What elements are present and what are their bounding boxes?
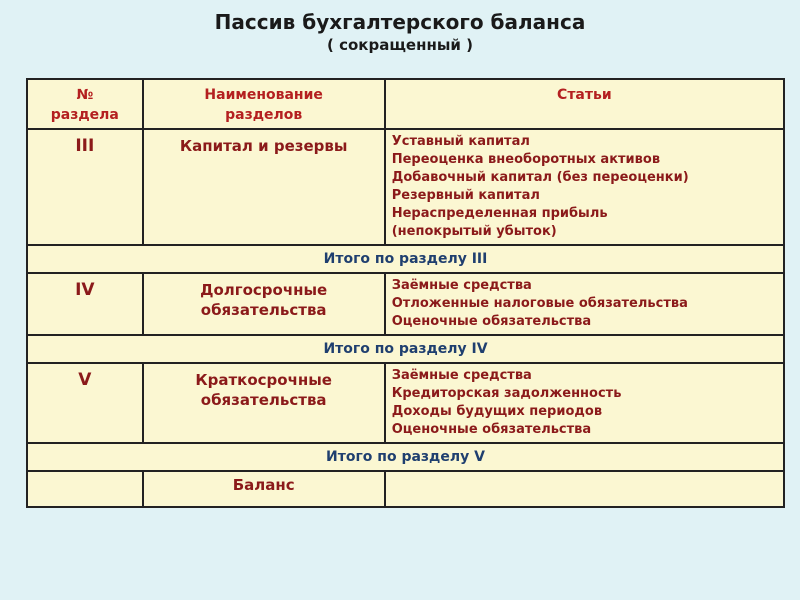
list-item: Заёмные средства [391,278,532,293]
section-total: Итого по разделу IV [27,335,784,363]
list-item: Заёмные средства [391,368,532,383]
section-name-line2: обязательства [200,391,327,409]
list-item: Отложенные налоговые обязательства [391,296,688,311]
section-name-line1: Капитал и резервы [179,137,348,155]
balance-label: Баланс [143,471,385,507]
header-num-line2: раздела [50,107,119,123]
list-item: Оценочные обязательства [391,422,592,437]
total-row-section-4 [27,335,784,363]
header-section-name [143,79,385,129]
balance-items-cell [385,471,784,507]
section-number: III [27,129,143,245]
list-item: Резервный капитал [391,188,540,203]
section-name [143,363,385,443]
list-item: Переоценка внеоборотных активов [391,152,661,167]
header-name-line1: Наименование [204,87,323,103]
table-header-row [27,79,784,129]
header-items-label: Статьи [557,87,612,103]
list-item: Кредиторская задолженность [391,386,622,401]
section-number: IV [27,273,143,335]
section-items [385,363,784,443]
list-item: Добавочный капитал (без переоценки) [391,170,689,185]
page-subtitle: ( сокращенный ) [327,36,473,54]
list-item: Оценочные обязательства [391,314,592,329]
list-item: Нераспределенная прибыль [391,206,608,221]
page-title: Пассив бухгалтерского баланса [214,10,586,34]
total-row-section-3 [27,245,784,273]
section-name-line2: обязательства [200,301,327,319]
table-row-section-4 [27,273,784,335]
section-items [385,129,784,245]
header-section-number [27,79,143,129]
header-name-line2: разделов [225,107,303,123]
total-row-section-5 [27,443,784,471]
section-total: Итого по разделу V [27,443,784,471]
header-num-line1: № [76,87,94,103]
list-item: Доходы будущих периодов [391,404,603,419]
table-row-section-5 [27,363,784,443]
balance-row [27,471,784,507]
list-item: Уставный капитал [391,134,530,149]
balance-table [26,78,785,508]
table-row-section-3 [27,129,784,245]
section-name [143,129,385,245]
section-total: Итого по разделу III [27,245,784,273]
header-items [385,79,784,129]
section-number: V [27,363,143,443]
section-name [143,273,385,335]
list-item: (непокрытый убыток) [391,224,557,239]
section-name-line1: Долгосрочные [200,281,328,299]
section-items [385,273,784,335]
section-name-line1: Краткосрочные [195,371,332,389]
balance-empty-cell [27,471,143,507]
